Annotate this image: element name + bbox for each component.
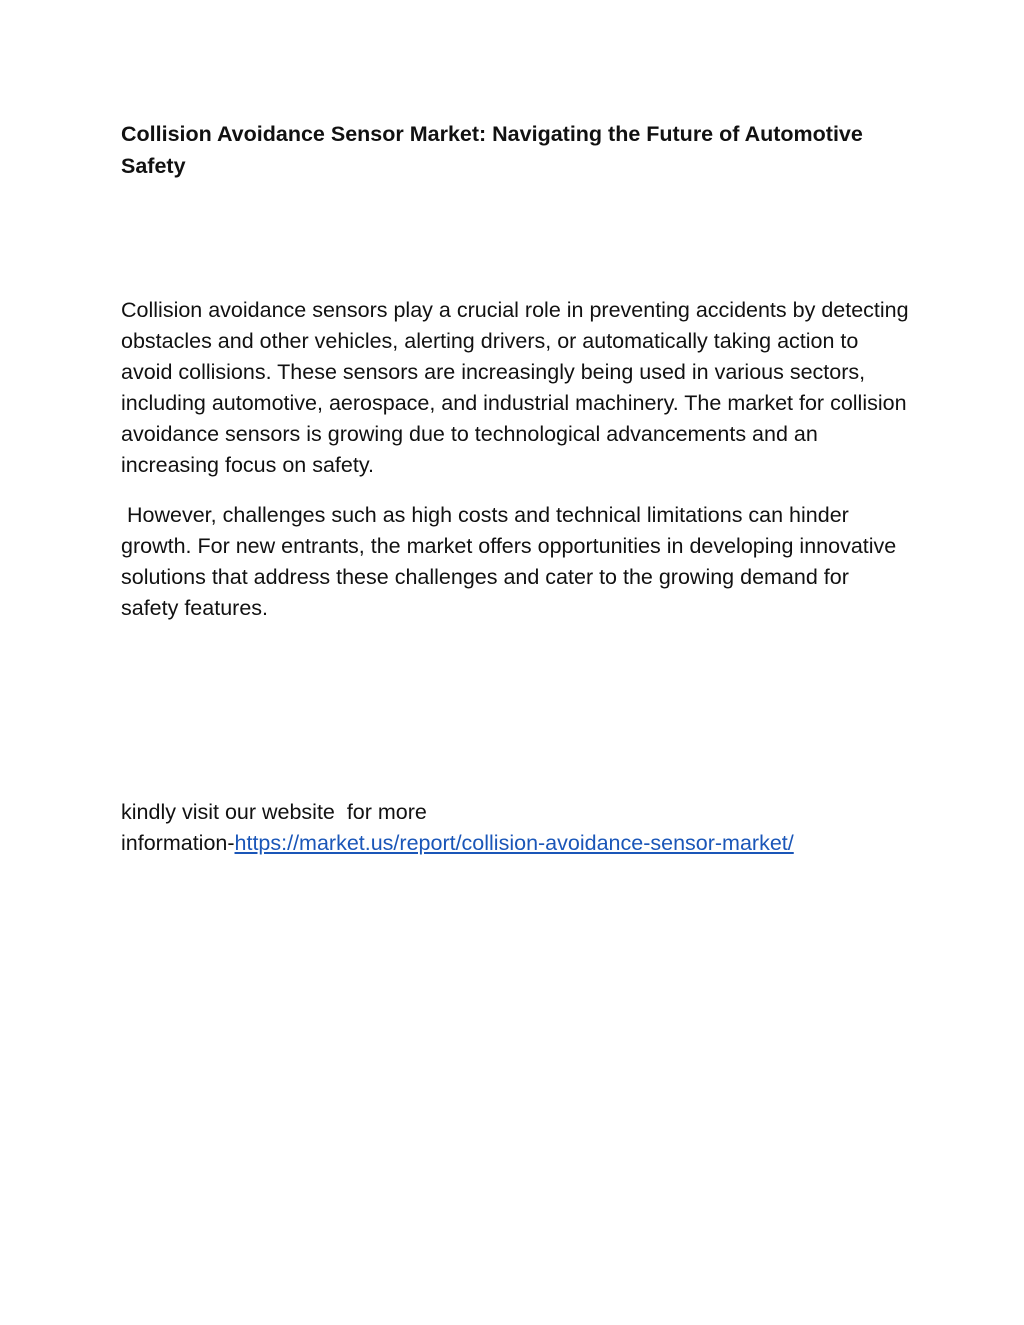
challenges-paragraph: However, challenges such as high costs and technical limitations can hinder growth. For new entrants, the market offers opportunities in developing innovative solutions that address these challenges and cater to the growing demand for safety features.: [121, 503, 897, 620]
website-paragraph: [121, 797, 911, 859]
document-title: Collision Avoidance Sensor Market: Navigating the Future of Automotive Safety: [121, 122, 863, 178]
report-link[interactable]: https://market.us/report/collision-avoidance-sensor-market/: [234, 831, 794, 855]
intro-paragraph: Collision avoidance sensors play a crucial role in preventing accidents by detecting obstacles and other vehicles, alerting drivers, or automatically taking action to avoid collisions. These sensors are increasingly being used in various sectors, including automotive, aerospace, and industrial machinery. The market for collision avoidance sensors is growing due to technological advancements and an increasing focus on safety.: [121, 298, 909, 477]
visit-line-text: kindly visit our website for more: [121, 800, 427, 824]
visit-prefix-text: information-: [121, 831, 235, 855]
